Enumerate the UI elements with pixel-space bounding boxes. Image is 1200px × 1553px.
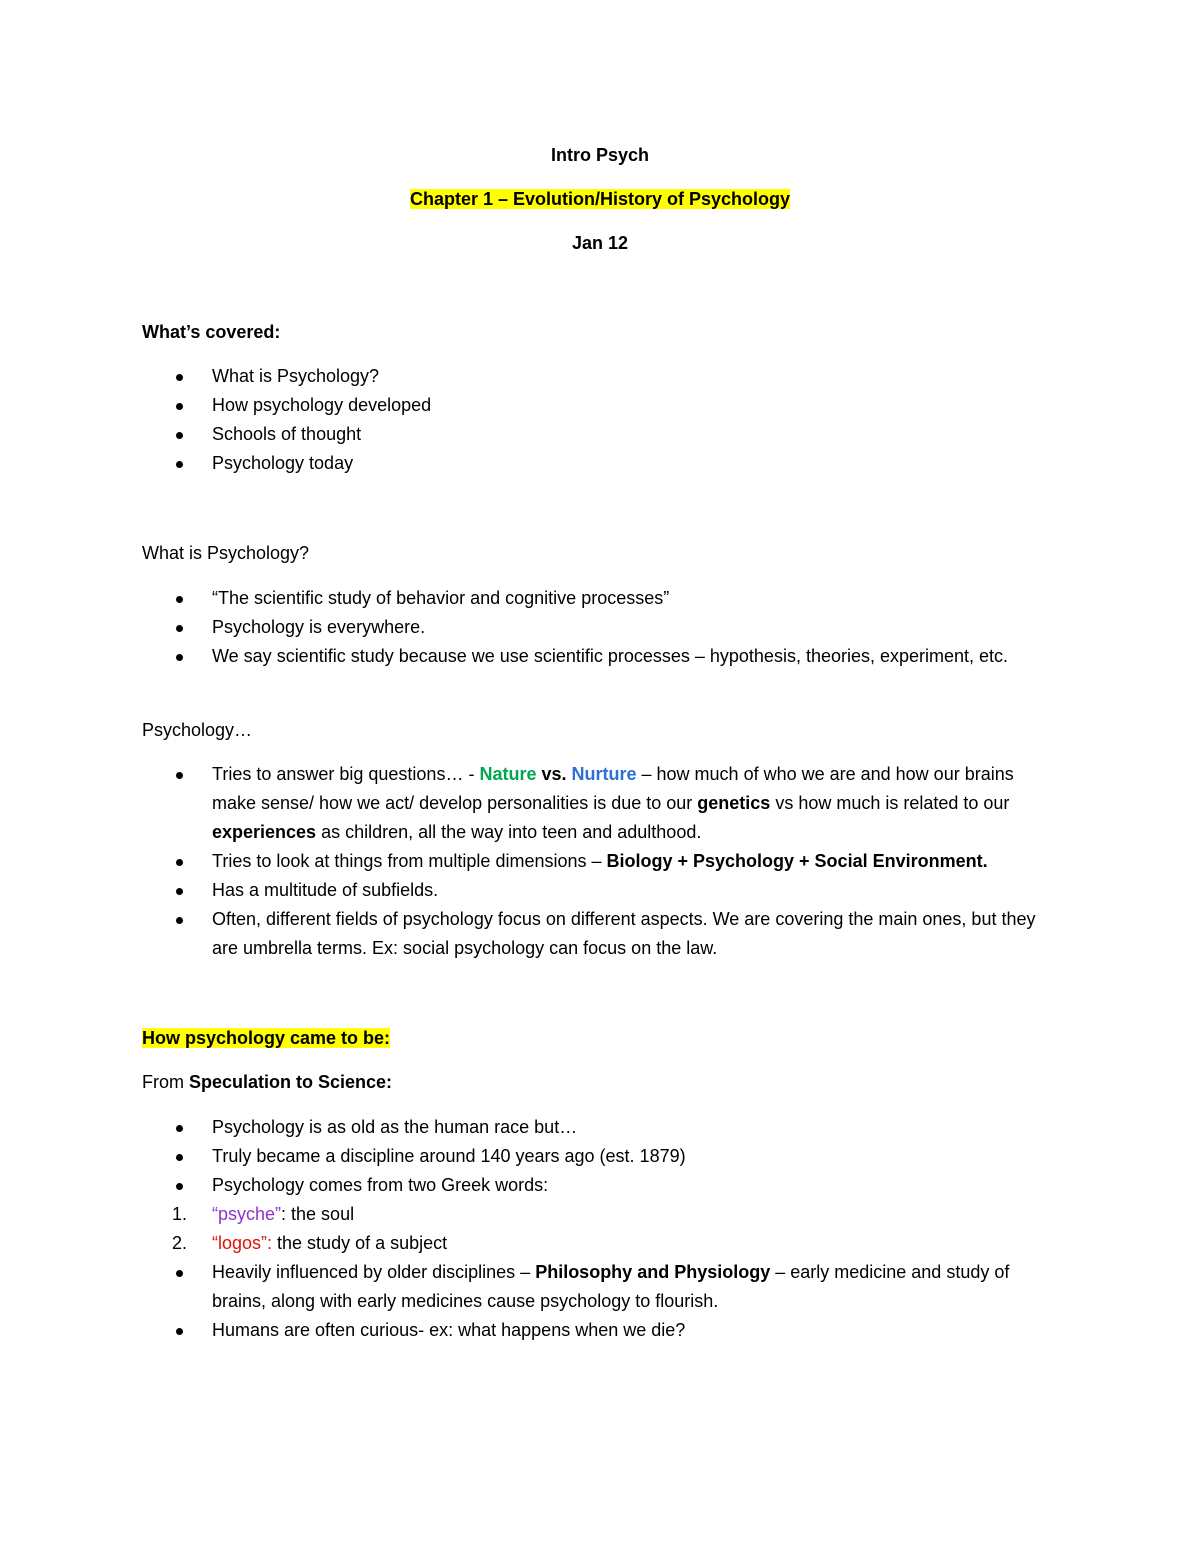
- came-to-be-list: [142, 1113, 1062, 1345]
- list-item: Psychology today: [212, 453, 354, 473]
- covered-list: [142, 362, 1062, 478]
- nature-term: Nature: [479, 764, 537, 784]
- list-item: Schools of thought: [212, 424, 362, 444]
- list-item: Tries to look at things from multiple dimensions – Biology + Psychology + Social Environment.: [212, 851, 988, 871]
- list-item: Humans are often curious- ex: what happens when we die?: [212, 1320, 686, 1340]
- list-item: How psychology developed: [212, 395, 432, 415]
- doc-date: Jan 12: [571, 233, 629, 253]
- came-to-be-heading: How psychology came to be:: [142, 1028, 391, 1048]
- list-item: Truly became a discipline around 140 years ago (est. 1879): [212, 1146, 686, 1166]
- list-item: Heavily influenced by older disciplines – Philosophy and Physiology – early medicine and study of brains, along with early medicines cause psychology to flourish.: [212, 1262, 1010, 1311]
- came-to-be-subheading: From Speculation to Science:: [142, 1072, 393, 1092]
- psychology-heading: Psychology…: [142, 720, 253, 740]
- number-marker: 2.: [172, 1233, 188, 1253]
- chapter-heading-text: Chapter 1 – Evolution/History of Psychology: [409, 189, 791, 209]
- what-is-list: [142, 584, 1062, 671]
- numbered-item: 2. “logos”: the study of a subject: [142, 1229, 1062, 1258]
- chapter-heading: [0, 185, 1200, 214]
- logos-term: “logos”:: [212, 1233, 273, 1253]
- list-item: Often, different fields of psychology focus on different aspects. We are covering the main ones, but they are umbrella terms. Ex: social psychology can focus on the law.: [212, 909, 1036, 958]
- list-item: Psychology is everywhere.: [212, 617, 426, 637]
- doc-title: Intro Psych: [550, 145, 650, 165]
- what-is-heading: What is Psychology?: [142, 543, 310, 563]
- list-item: We say scientific study because we use scientific processes – hypothesis, theories, experiment, etc.: [212, 646, 1009, 666]
- psyche-term: “psyche”: [212, 1204, 282, 1224]
- list-item: What is Psychology?: [212, 366, 380, 386]
- number-marker: 1.: [172, 1204, 188, 1224]
- psychology-list: [142, 760, 1062, 963]
- list-item: Psychology comes from two Greek words:: [212, 1175, 549, 1195]
- list-item: Tries to answer big questions… - Nature vs. Nurture – how much of who we are and how our brains make sense/ how we act/ develop personalities is due to our genetics vs how much is related to our experiences as children, all the way into teen and adulthood.: [212, 764, 1014, 842]
- list-item: Psychology is as old as the human race but…: [212, 1117, 578, 1137]
- covered-heading: What’s covered:: [142, 322, 281, 342]
- nurture-term: Nurture: [571, 764, 637, 784]
- list-item: Has a multitude of subfields.: [212, 880, 439, 900]
- list-item: “The scientific study of behavior and cognitive processes”: [212, 588, 670, 608]
- numbered-item: 1. “psyche”: the soul: [142, 1200, 1062, 1229]
